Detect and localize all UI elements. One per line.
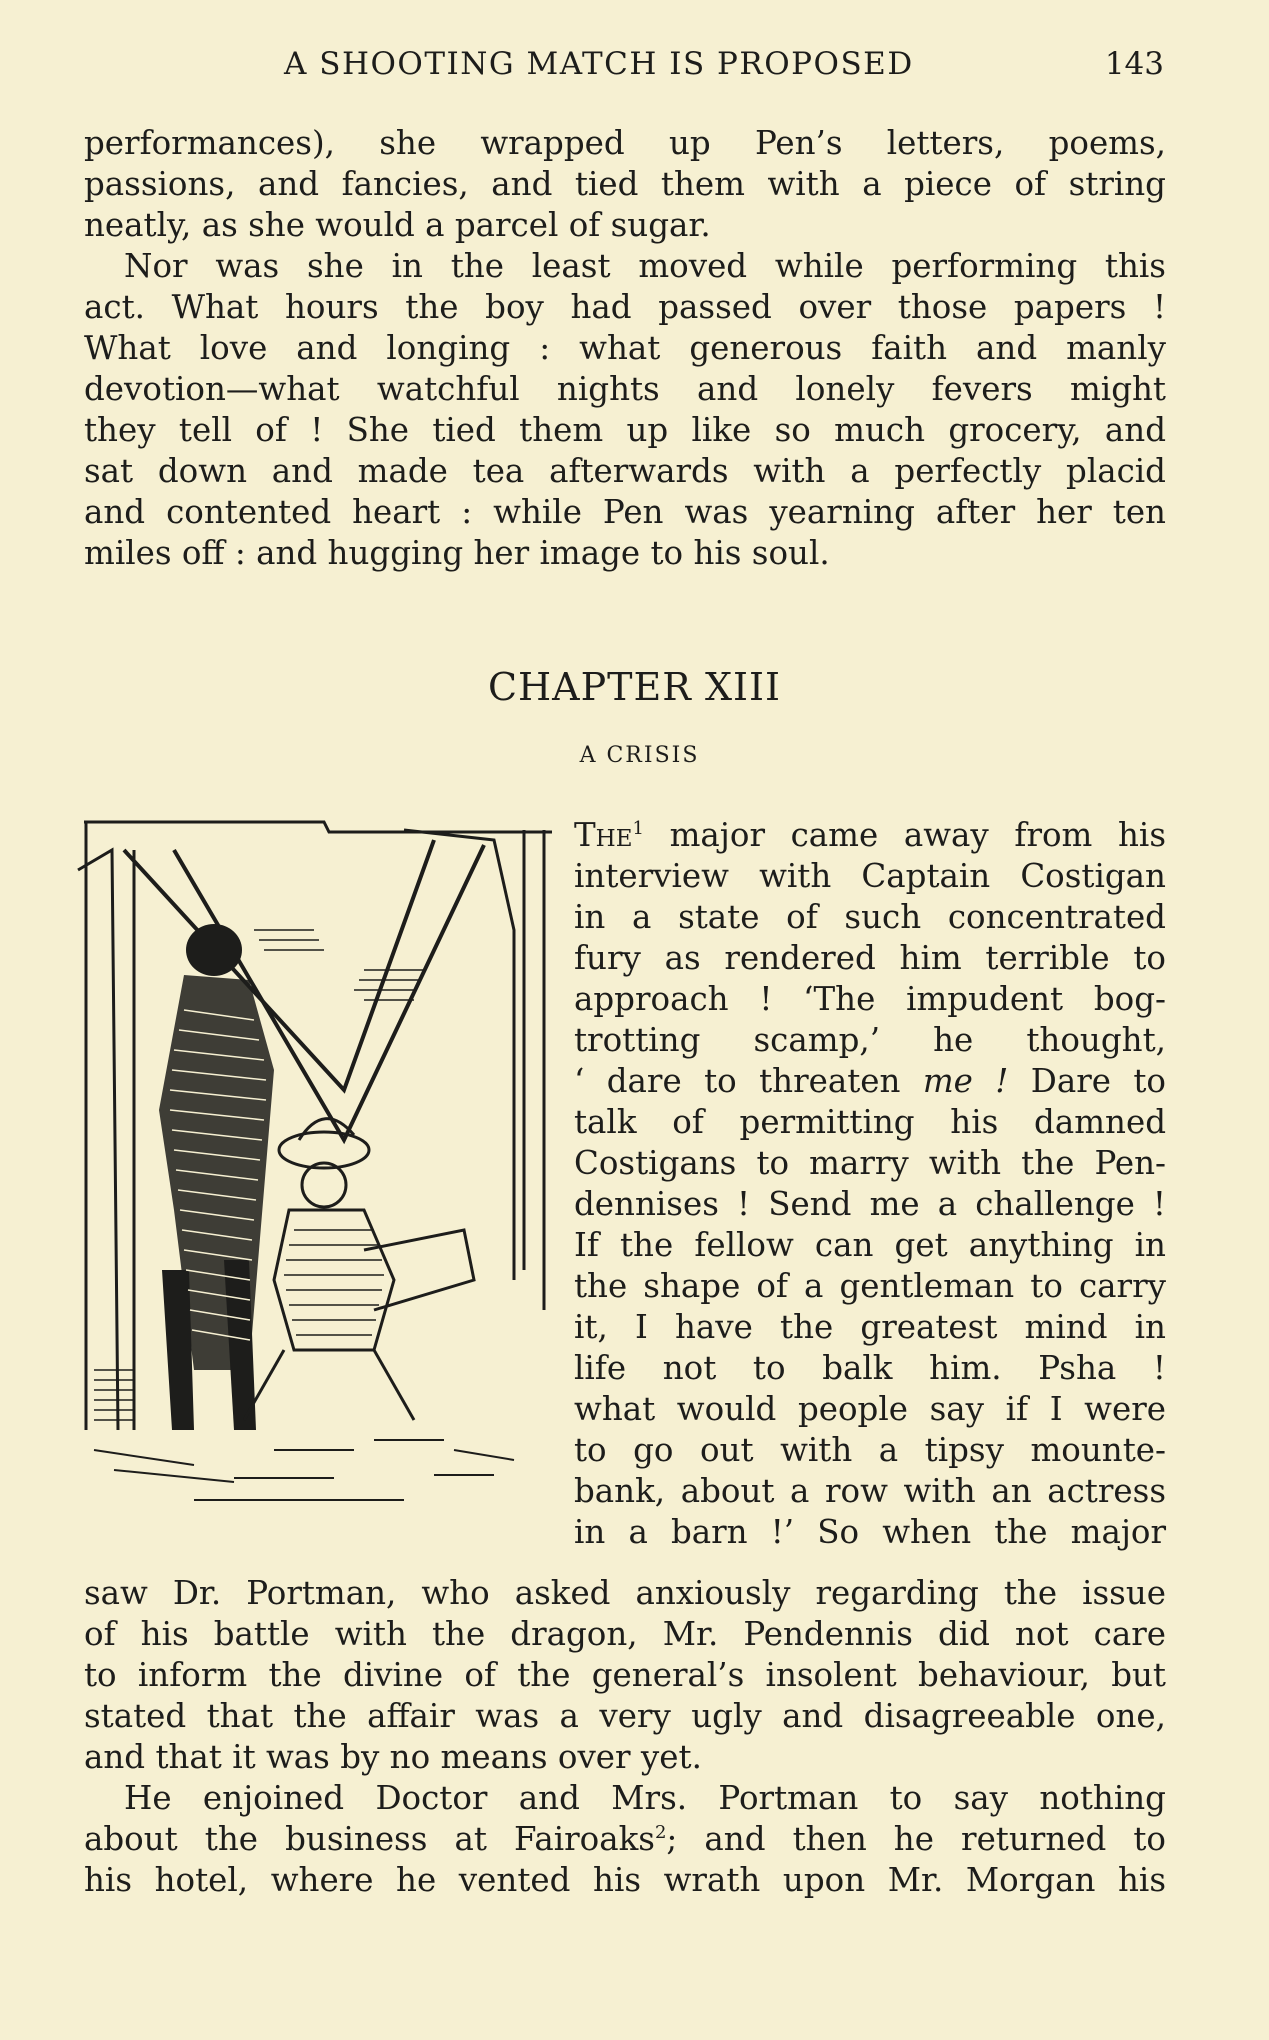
text-line: Dare to (1008, 1062, 1166, 1100)
text-line: trotting scamp,’ he thought, (574, 1021, 1166, 1059)
top-paragraph (84, 123, 1166, 246)
text-line: his hotel, where he vented his wrath upon Mr. Morgan his (84, 1861, 1166, 1899)
footnote-marker: 1 (632, 818, 644, 840)
italic-text: me ! (922, 1062, 1009, 1100)
text-line: of his battle with the dragon, Mr. Pendennis did not care (84, 1615, 1166, 1653)
text-line: Nor was she in the least moved while performing this (124, 247, 1166, 285)
second-paragraph (84, 246, 1166, 574)
text-line: about the business at Fairoaks (84, 1820, 655, 1858)
text-line: major came away from his (643, 816, 1166, 854)
text-line: sat down and made tea afterwards with a perfectly placid (84, 452, 1166, 490)
text-line: ; and then he returned to (666, 1820, 1166, 1858)
chapter-subtitle: A CRISIS (579, 743, 700, 768)
text-line: neatly, as she would a parcel of sugar. (84, 206, 711, 244)
text-line: and contented heart : while Pen was yearning after her ten (84, 493, 1166, 531)
page-number: 143 (1104, 46, 1164, 82)
running-title: A SHOOTING MATCH IS PROPOSED (284, 46, 914, 82)
text-line: what would people say if I were (574, 1390, 1166, 1428)
text-line: miles off : and hugging her image to his soul. (84, 534, 830, 572)
text-line: act. What hours the boy had passed over those papers ! (84, 288, 1166, 326)
text-line: He enjoined Doctor and Mrs. Portman to say nothing (124, 1779, 1166, 1817)
chapter-full-width-text (84, 1573, 1166, 1901)
text-line: they tell of ! She tied them up like so much grocery, and (84, 411, 1166, 449)
chapter-wrapped-text (574, 815, 1166, 1553)
text-line: fury as rendered him terrible to (574, 939, 1166, 977)
text-line: performances), she wrapped up Pen’s letters, poems, (84, 124, 1166, 162)
text-line: in a state of such concentrated (574, 898, 1166, 936)
drop-cap-v-illustration-icon (74, 810, 552, 1550)
running-header (84, 46, 1164, 90)
text-line: in a barn !’ So when the major (574, 1513, 1166, 1551)
text-line: devotion—what watchful nights and lonely fevers might (84, 370, 1166, 408)
text-line: to inform the divine of the general’s insolent behaviour, but (84, 1656, 1166, 1694)
text-line: life not to balk him. Psha ! (574, 1349, 1166, 1387)
text-line: What love and longing : what generous faith and manly (84, 329, 1166, 367)
opening-word: The (574, 816, 633, 854)
text-line: the shape of a gentleman to carry (574, 1267, 1166, 1305)
text-line: interview with Captain Costigan (574, 857, 1166, 895)
text-line: and that it was by no means over yet. (84, 1738, 702, 1776)
text-line: talk of permitting his damned (574, 1103, 1166, 1141)
text-line: ‘ dare to threaten (574, 1062, 923, 1100)
text-line: dennises ! Send me a challenge ! (574, 1185, 1166, 1223)
text-line: saw Dr. Portman, who asked anxiously regarding the issue (84, 1574, 1166, 1612)
text-line: approach ! ‘The impudent bog- (574, 980, 1166, 1018)
text-line: bank, about a row with an actress (574, 1472, 1166, 1510)
text-line: stated that the affair was a very ugly and disagreeable one, (84, 1697, 1166, 1735)
text-line: If the fellow can get anything in (574, 1226, 1166, 1264)
text-line: to go out with a tipsy mounte- (574, 1431, 1166, 1469)
footnote-marker: 2 (654, 1822, 667, 1844)
text-line: it, I have the greatest mind in (574, 1308, 1166, 1346)
text-line: passions, and fancies, and tied them with a piece of string (84, 165, 1166, 203)
text-line: Costigans to marry with the Pen- (574, 1144, 1166, 1182)
chapter-title: CHAPTER XIII (487, 665, 782, 709)
